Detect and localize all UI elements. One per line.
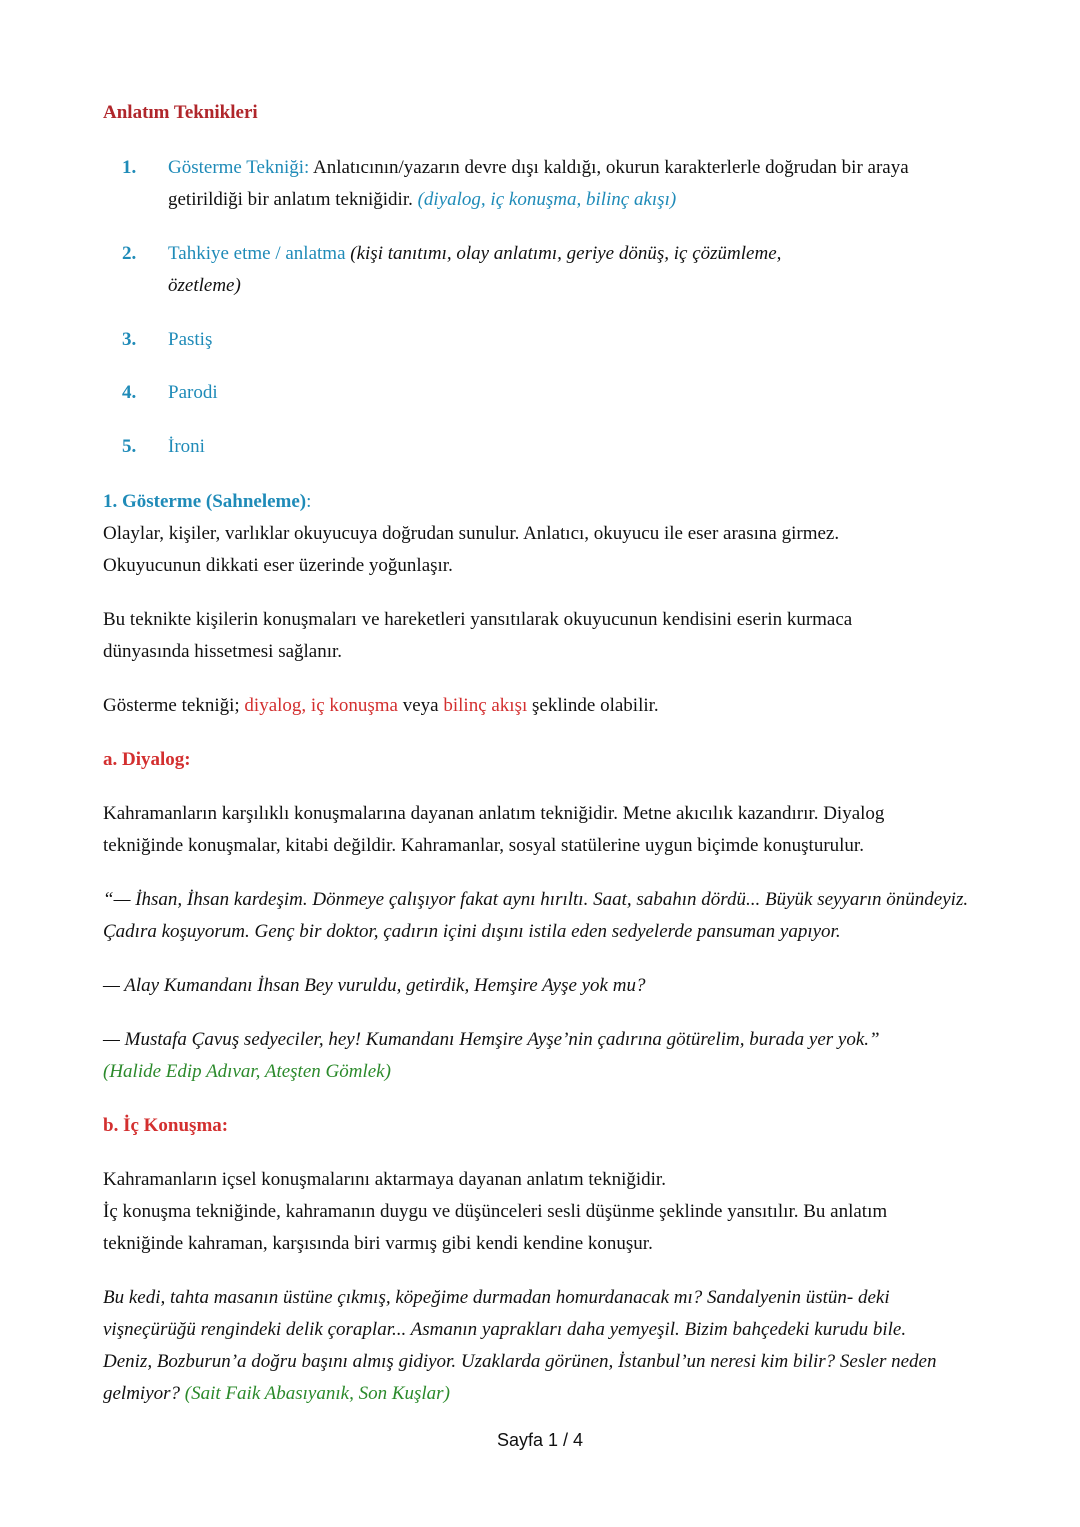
list-number: 5. <box>122 436 137 457</box>
text-run: veya <box>397 695 444 716</box>
list-item-note: (diyalog, iç konuşma, bilinç akışı) <box>417 189 677 210</box>
paragraph <box>103 690 983 722</box>
text-run: şeklinde olabilir. <box>527 695 659 716</box>
list-number: 3. <box>122 329 137 350</box>
paragraph: Kahramanların karşılıklı konuşmalarına dayanan anlatım tekniğidir. Metne akıcılık kazandırır. Diyalog tekniğinde konuşmalar, kitabi değildir. Kahramanlar, sosyal statülerine uygun biçimde konuşturulur. <box>103 803 885 856</box>
list-number: 4. <box>122 382 137 403</box>
section-heading-colon: : <box>306 491 312 512</box>
subsection-heading: b. İç Konuşma: <box>103 1115 229 1136</box>
highlight-text: diyalog, iç konuşma <box>244 695 398 716</box>
highlight-text: bilinç akışı <box>443 695 528 716</box>
list-item-head: Tahkiye etme / anlatma <box>168 243 346 264</box>
quote-text: Bu kedi, tahta masanın üstüne çıkmış, köpeğime durmadan homurdanacak mı? Sandalyenin üstün- deki vişneçürüğü rengindeki delik çoraplar... Asmanın yaprakları daha yemyeşil. Bizim bahçedeki kurudu bile. Deniz, Bozburun’a doğru başını almış gidiyor. Uzaklarda görünen, İstanbul’un neresi kim bilir? Sesler neden gelmiyor? <box>103 1287 937 1404</box>
list-item-text: Anlatıcının/yazarın devre dışı kaldığı, okurun karakterlerle doğrudan bir araya getirildiği bir anlatım tekniğidir. <box>168 157 909 210</box>
quote: — Alay Kumandanı İhsan Bey vuruldu, getirdik, Hemşire Ayşe yok mu? <box>103 975 646 996</box>
list-item-head: Gösterme Tekniği: <box>168 157 310 178</box>
quote-source: (Sait Faik Abasıyanık, Son Kuşlar) <box>184 1383 450 1404</box>
page-footer: Sayfa 1 / 4 <box>496 1430 584 1450</box>
paragraph: Kahramanların içsel konuşmalarını aktarmaya dayanan anlatım tekniğidir. <box>103 1169 666 1190</box>
list-item-head: Parodi <box>168 382 218 403</box>
section-heading <box>103 486 983 518</box>
paragraph: Olaylar, kişiler, varlıklar okuyucuya doğrudan sunulur. Anlatıcı, okuyucu ile eser arasına girmez. Okuyucunun dikkati eser üzerinde yoğunlaşır. <box>103 523 840 576</box>
paragraph: İç konuşma tekniğinde, kahramanın duygu ve düşünceleri sesli düşünme şeklinde yansıtılır. Bu anlatım tekniğinde kahraman, karşısında biri varmış gibi kendi kendine konuşur. <box>103 1201 888 1254</box>
quote: — Mustafa Çavuş sedyeciler, hey! Kumandanı Hemşire Ayşe’nin çadırına götürelim, burada yer yok.” <box>103 1029 880 1050</box>
quote: “— İhsan, İhsan kardeşim. Dönmeye çalışıyor fakat aynı hırıltı. Saat, sabahın dördü... Büyük seyyarın önündeyiz. Çadıra koşuyorum. Genç bir doktor, çadırın içini dışını istila eden sedyelerde pansuman yapıyor. <box>103 889 969 942</box>
list-number: 2. <box>122 243 137 264</box>
paragraph: Bu teknikte kişilerin konuşmaları ve hareketleri yansıtılarak okuyucunun kendisini eserin kurmaca dünyasında hissetmesi sağlanır. <box>103 609 853 662</box>
list-number: 1. <box>122 157 137 178</box>
list-item-head: Pastiş <box>168 329 213 350</box>
page-title: Anlatım Teknikleri <box>103 102 258 123</box>
section-heading-text: 1. Gösterme (Sahneleme) <box>103 491 307 512</box>
list-item-note: (kişi tanıtımı, olay anlatımı, geriye dönüş, iç çözümleme, özetleme) <box>168 243 782 296</box>
subsection-heading: a. Diyalog: <box>103 749 191 770</box>
text-run: Gösterme tekniği; <box>103 695 245 716</box>
list-item-head: İroni <box>168 436 205 457</box>
quote <box>103 1282 953 1410</box>
quote-source: (Halide Edip Adıvar, Ateşten Gömlek) <box>103 1061 391 1082</box>
list-item <box>168 152 958 216</box>
list-item <box>168 238 828 302</box>
